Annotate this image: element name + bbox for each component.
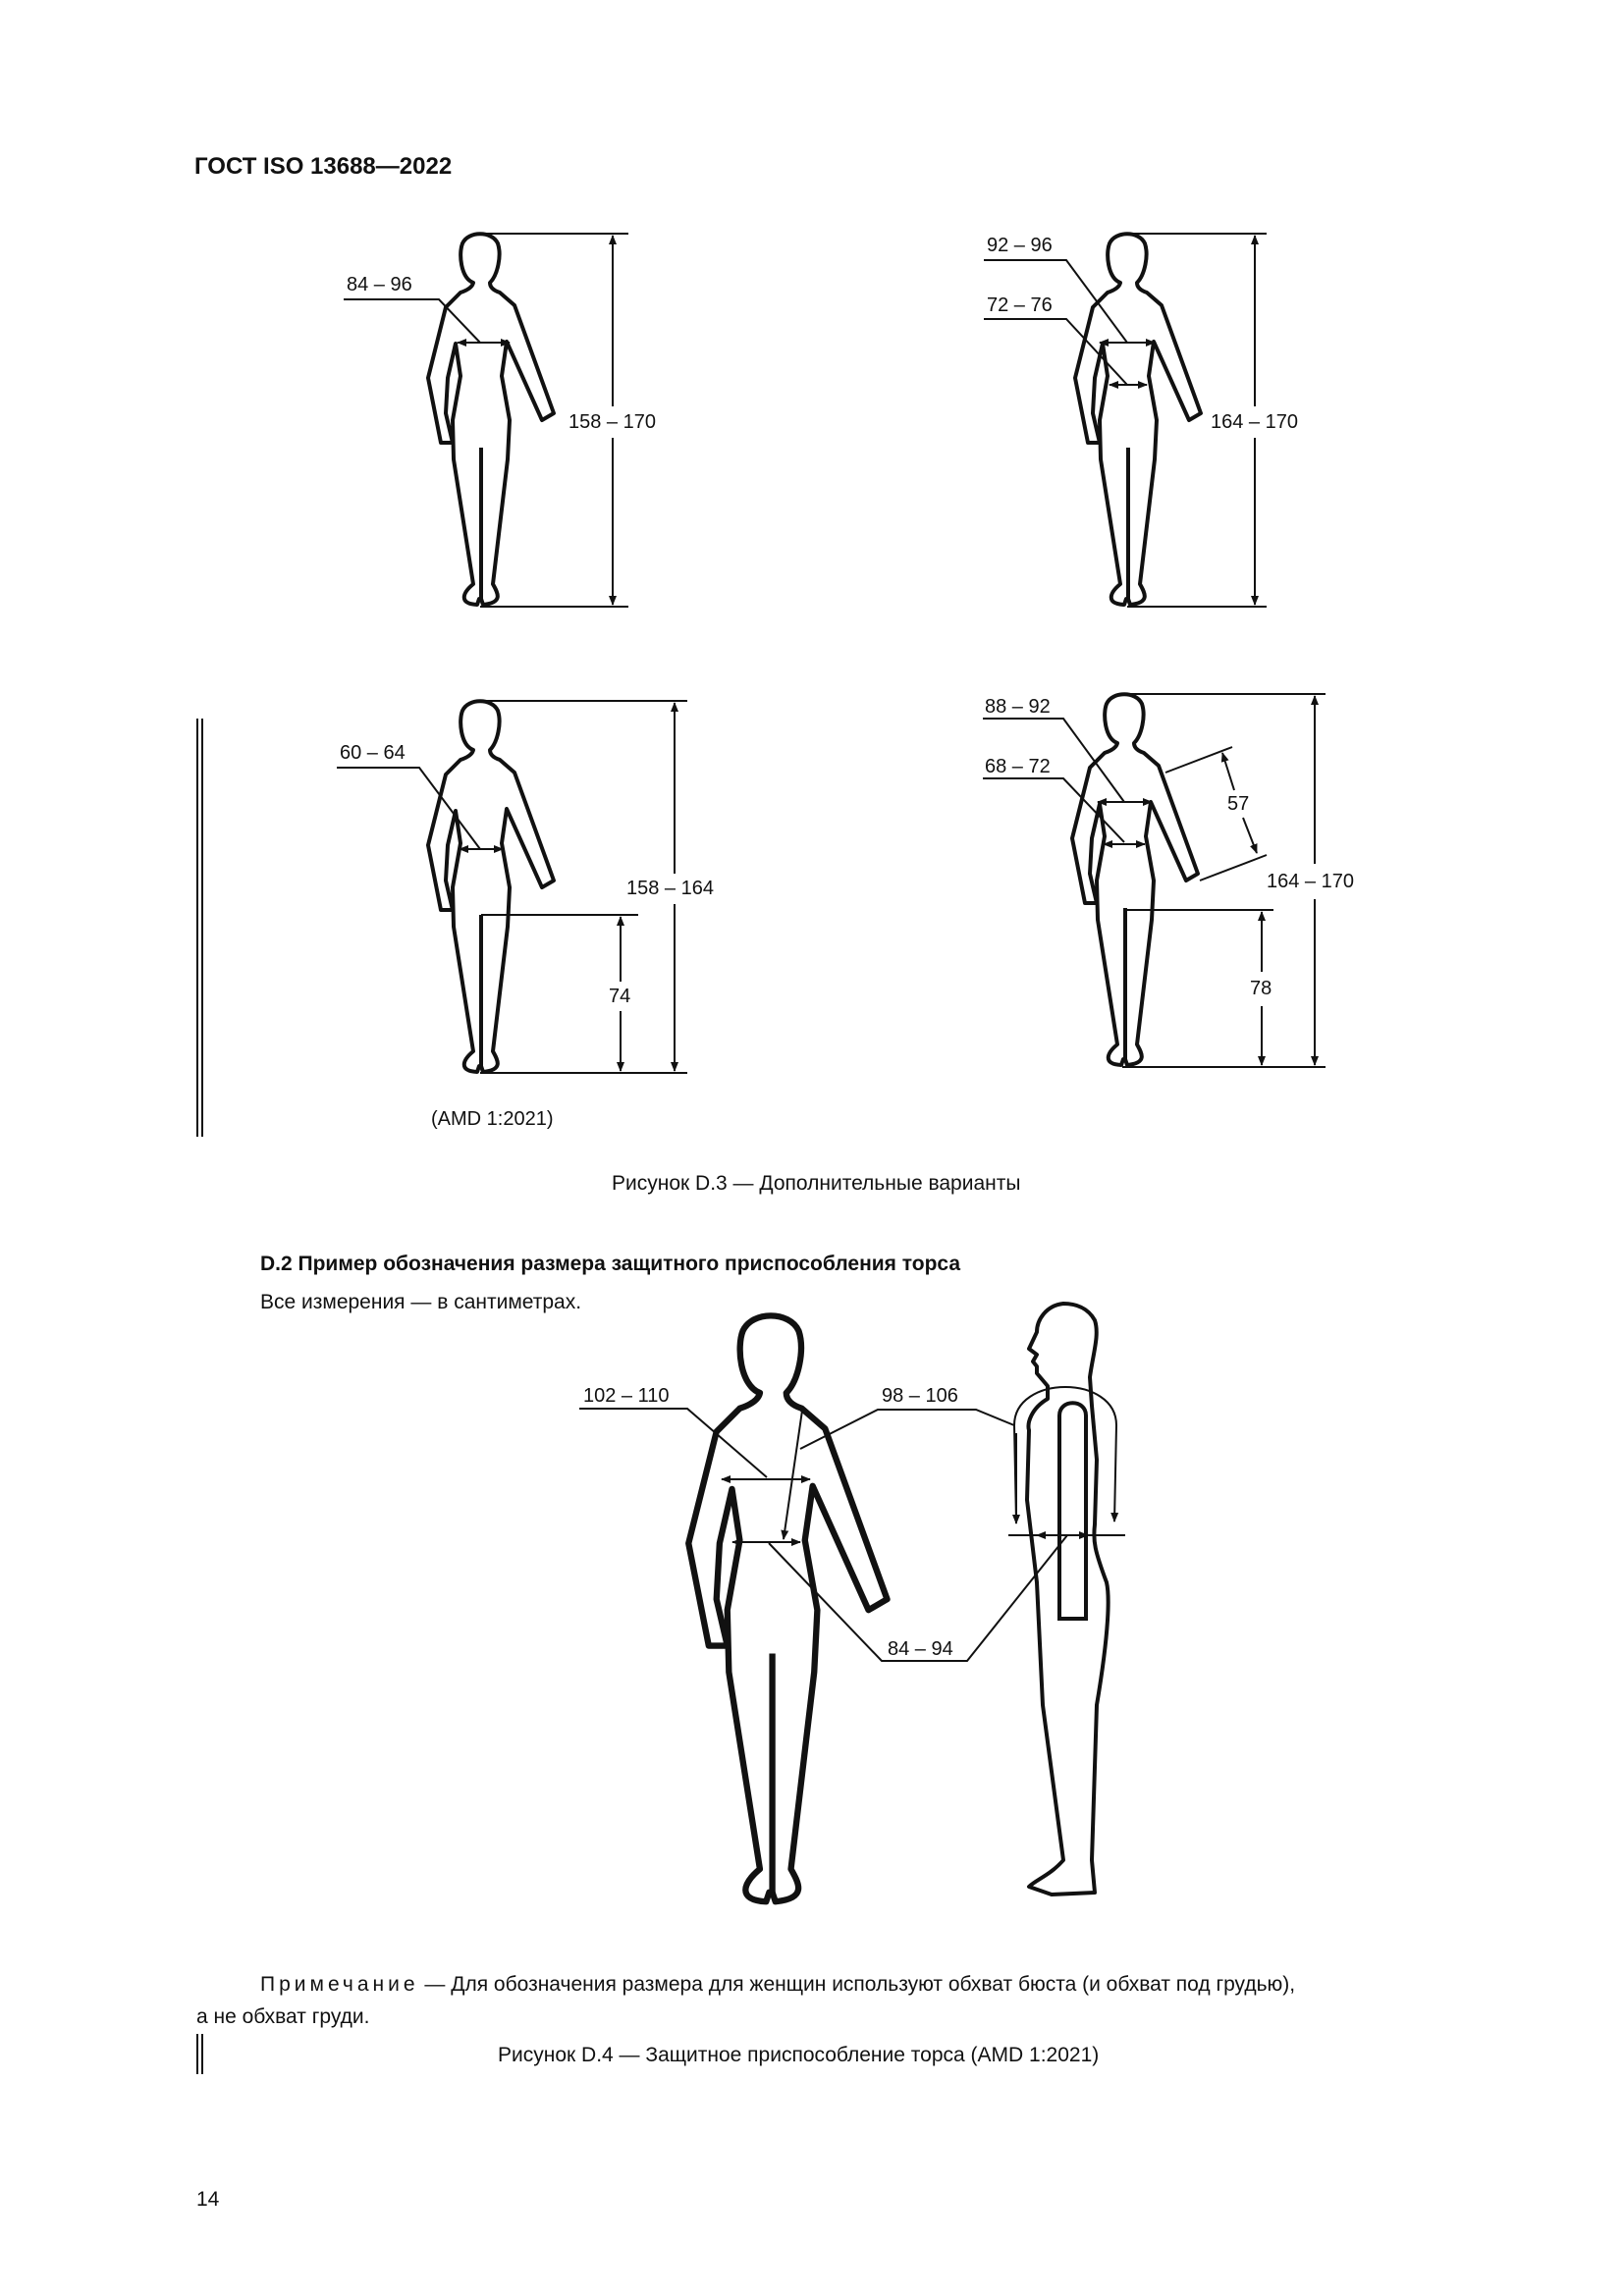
section-d2-heading: D.2 Пример обозначения размера защитного приспособления торса bbox=[260, 1253, 961, 1275]
figure-d4-front-silhouette bbox=[688, 1315, 887, 1901]
fig-d-underbust-label: 68 – 72 bbox=[985, 756, 1051, 777]
revision-bar bbox=[201, 2034, 203, 2074]
fig-b-underbust-label: 72 – 76 bbox=[987, 294, 1053, 316]
figure-d4-caption: Рисунок D.4 — Защитное приспособление торса (AMD 1:2021) bbox=[498, 2044, 1100, 2066]
revision-bar bbox=[196, 2034, 198, 2074]
revision-bar bbox=[196, 719, 198, 1137]
figure-b-silhouette bbox=[1075, 234, 1201, 605]
note-line-1 bbox=[260, 1973, 1295, 1997]
revision-bar bbox=[201, 719, 203, 1137]
amendment-label: (AMD 1:2021) bbox=[431, 1108, 554, 1130]
fig-a-height-label: 158 – 170 bbox=[568, 411, 656, 433]
fig-c-waist-label: 60 – 64 bbox=[340, 742, 406, 764]
note-text: — Для обозначения размера для женщин используют обхват бюста (и обхват под грудью), bbox=[418, 1973, 1296, 1996]
fig-c-inside-leg-label: 74 bbox=[609, 986, 631, 1007]
fig-d4-torso-label: 98 – 106 bbox=[882, 1385, 958, 1407]
document-id-header: ГОСТ ISO 13688—2022 bbox=[194, 153, 453, 180]
fig-d-height-label: 164 – 170 bbox=[1267, 871, 1354, 892]
figure-d-silhouette bbox=[1072, 694, 1198, 1065]
figure-a-silhouette bbox=[428, 234, 554, 605]
figure-d4-side-arm bbox=[1059, 1403, 1086, 1619]
note-line-2: а не обхват груди. bbox=[196, 2005, 370, 2028]
fig-b-bust-label: 92 – 96 bbox=[987, 235, 1053, 256]
figure-d3-caption: Рисунок D.3 — Дополнительные варианты bbox=[612, 1172, 1021, 1195]
fig-d-bust-label: 88 – 92 bbox=[985, 696, 1051, 718]
fig-a-chest-label: 84 – 96 bbox=[347, 274, 412, 295]
units-note: Все измерения — в сантиметрах. bbox=[260, 1291, 582, 1313]
fig-d4-chest-label: 102 – 110 bbox=[583, 1385, 670, 1407]
fig-d4-waist-label: 84 – 94 bbox=[888, 1638, 953, 1660]
page-number: 14 bbox=[196, 2188, 220, 2211]
fig-d-arm-label: 57 bbox=[1227, 793, 1250, 815]
fig-c-height-label: 158 – 164 bbox=[626, 878, 714, 899]
note-label: Примечание bbox=[260, 1973, 419, 1996]
figure-c-silhouette bbox=[428, 701, 554, 1072]
fig-b-height-label: 164 – 170 bbox=[1211, 411, 1298, 433]
fig-d-inside-leg-label: 78 bbox=[1250, 978, 1272, 999]
